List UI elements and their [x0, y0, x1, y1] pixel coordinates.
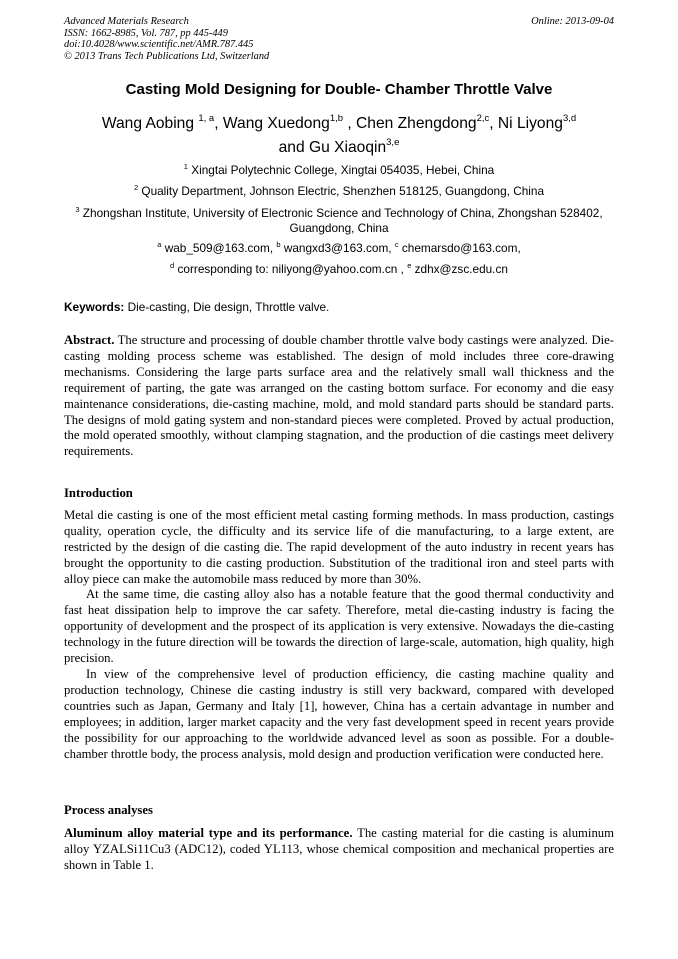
aff-num: 3: [75, 205, 80, 214]
author-name: , Wang Xuedong: [214, 115, 330, 132]
author-sup: 1, a: [198, 113, 215, 124]
copyright-line: © 2013 Trans Tech Publications Ltd, Switzerland: [64, 50, 270, 62]
author-name: Wang Aobing: [101, 115, 199, 132]
intro-paragraph-2: At the same time, die casting alloy also has a notable feature that the good thermal conductivity and fast heat dissipation help to improve the car safety. Therefore, metal die-casting industry is facing the opportunity of development and the prospect of its application is very extensive. Nowadays the die-casting technology in the future direction will be towards the direction of large-scale, automation, high quality, high precision.: [64, 587, 614, 665]
email-line-1: [64, 241, 614, 256]
email-sup: d: [170, 261, 175, 270]
aff-num: 2: [133, 183, 139, 192]
author-list: [40, 112, 638, 160]
abstract-text: The structure and processing of double chamber throttle valve body castings were analyzed. Die-casting molding process scheme was established. The design of mold includes three core-drawing mechanisms. Considering the large parts surface area and the relatively small wall thickness and the requirement of parting, the gate was arranged on the casting bottom surface. For economy and die easy maintenance considerations, die-casting machine, mold, and mold standard parts should be standard parts. The designs of mold gating system and non-standard pieces were completed. Proved by actual production, the mold operated smoothly, without clamping stagnation, and the production of die castings meet delivery requirements.: [64, 333, 614, 459]
section-heading-process: Process analyses: [64, 803, 153, 817]
abstract-label: Abstract.: [64, 333, 115, 347]
issn-line: ISSN: 1662-8985, Vol. 787, pp 445-449: [64, 27, 228, 39]
email-text: chemarsdo@163.com,: [398, 241, 521, 255]
journal-header: [64, 16, 269, 62]
intro-paragraph-1: Metal die casting is one of the most efficient metal casting forming methods. In mass production, castings quality, operation cycle, the difficulty and its service life of die manufacturing, to a large extent, are restricted by the design of die casting die. The rapid development of the auto industry in recent years has brought the opportunity to die casting production. Substitution of the traditional iron and steel parts with alloy piece can make the automobile mass reduced by more than 30%.: [64, 508, 614, 586]
aff-num: 1: [183, 162, 188, 171]
keywords-text: Die-casting, Die design, Throttle valve.: [124, 300, 330, 314]
email-sup: c: [394, 240, 399, 249]
email-line-2: [64, 262, 614, 277]
abstract-paragraph: [64, 333, 614, 460]
aff-text: Xingtai Polytechnic College, Xingtai 054035, Hebei, China: [187, 163, 495, 177]
affiliation-2: [64, 184, 614, 199]
email-text: corresponding to: niliyong@yahoo.com.cn ,: [174, 262, 408, 276]
section-heading-introduction: Introduction: [64, 486, 133, 500]
process-lead: Aluminum alloy material type and its performance.: [64, 826, 353, 840]
author-name: , Chen Zhengdong: [343, 115, 477, 132]
keywords: [64, 300, 329, 314]
paper-title: Casting Mold Designing for Double- Chamber Throttle Valve: [125, 81, 553, 98]
email-sup: b: [276, 240, 281, 249]
affiliation-3: [64, 206, 614, 235]
keywords-label: Keywords:: [64, 300, 125, 314]
process-text: The casting material for die casting is aluminum alloy YZALSi11Cu3 (ADC12), coded YL113, whose chemical composition and mechanical properties are shown in Table 1.: [64, 826, 615, 872]
aff-text: Zhongshan Institute, University of Electronic Science and Technology of China, Zhongshan 528402, Guangdong, China: [79, 206, 603, 235]
process-paragraph: [64, 826, 614, 874]
author-sup: 3,d: [562, 113, 577, 124]
email-sup: e: [407, 261, 412, 270]
author-name: and Gu Xiaoqin: [278, 139, 387, 156]
email-text: zdhx@zsc.edu.cn: [411, 262, 508, 276]
email-text: wangxd3@163.com,: [280, 241, 395, 255]
author-name: , Ni Liyong: [489, 115, 563, 132]
author-sup: 1,b: [329, 113, 344, 124]
doi-line: doi:10.4028/www.scientific.net/AMR.787.445: [64, 39, 254, 51]
online-date: Online: 2013-09-04: [531, 16, 614, 27]
email-text: wab_509@163.com,: [161, 241, 277, 255]
author-sup: 2,c: [476, 113, 490, 124]
email-sup: a: [157, 240, 162, 249]
author-sup: 3,e: [386, 137, 400, 148]
journal-name: Advanced Materials Research: [64, 16, 189, 27]
aff-text: Quality Department, Johnson Electric, Shenzhen 518125, Guangdong, China: [138, 184, 545, 198]
affiliation-1: [64, 163, 614, 178]
intro-paragraph-3: In view of the comprehensive level of production efficiency, die casting machine quality and production technology, Chinese die casting industry is still very backward, compared with developed countries such as Japan, Germany and Italy [1], however, China has a certain advantage in number and employees; in addition, larger market capacity and the very fast development speed in recent years provide the possibility for our approaching to the worldwide advanced level as soon as possible. For a double-chamber throttle body, the process analysis, mold design and production verification were conducted here.: [64, 667, 614, 761]
